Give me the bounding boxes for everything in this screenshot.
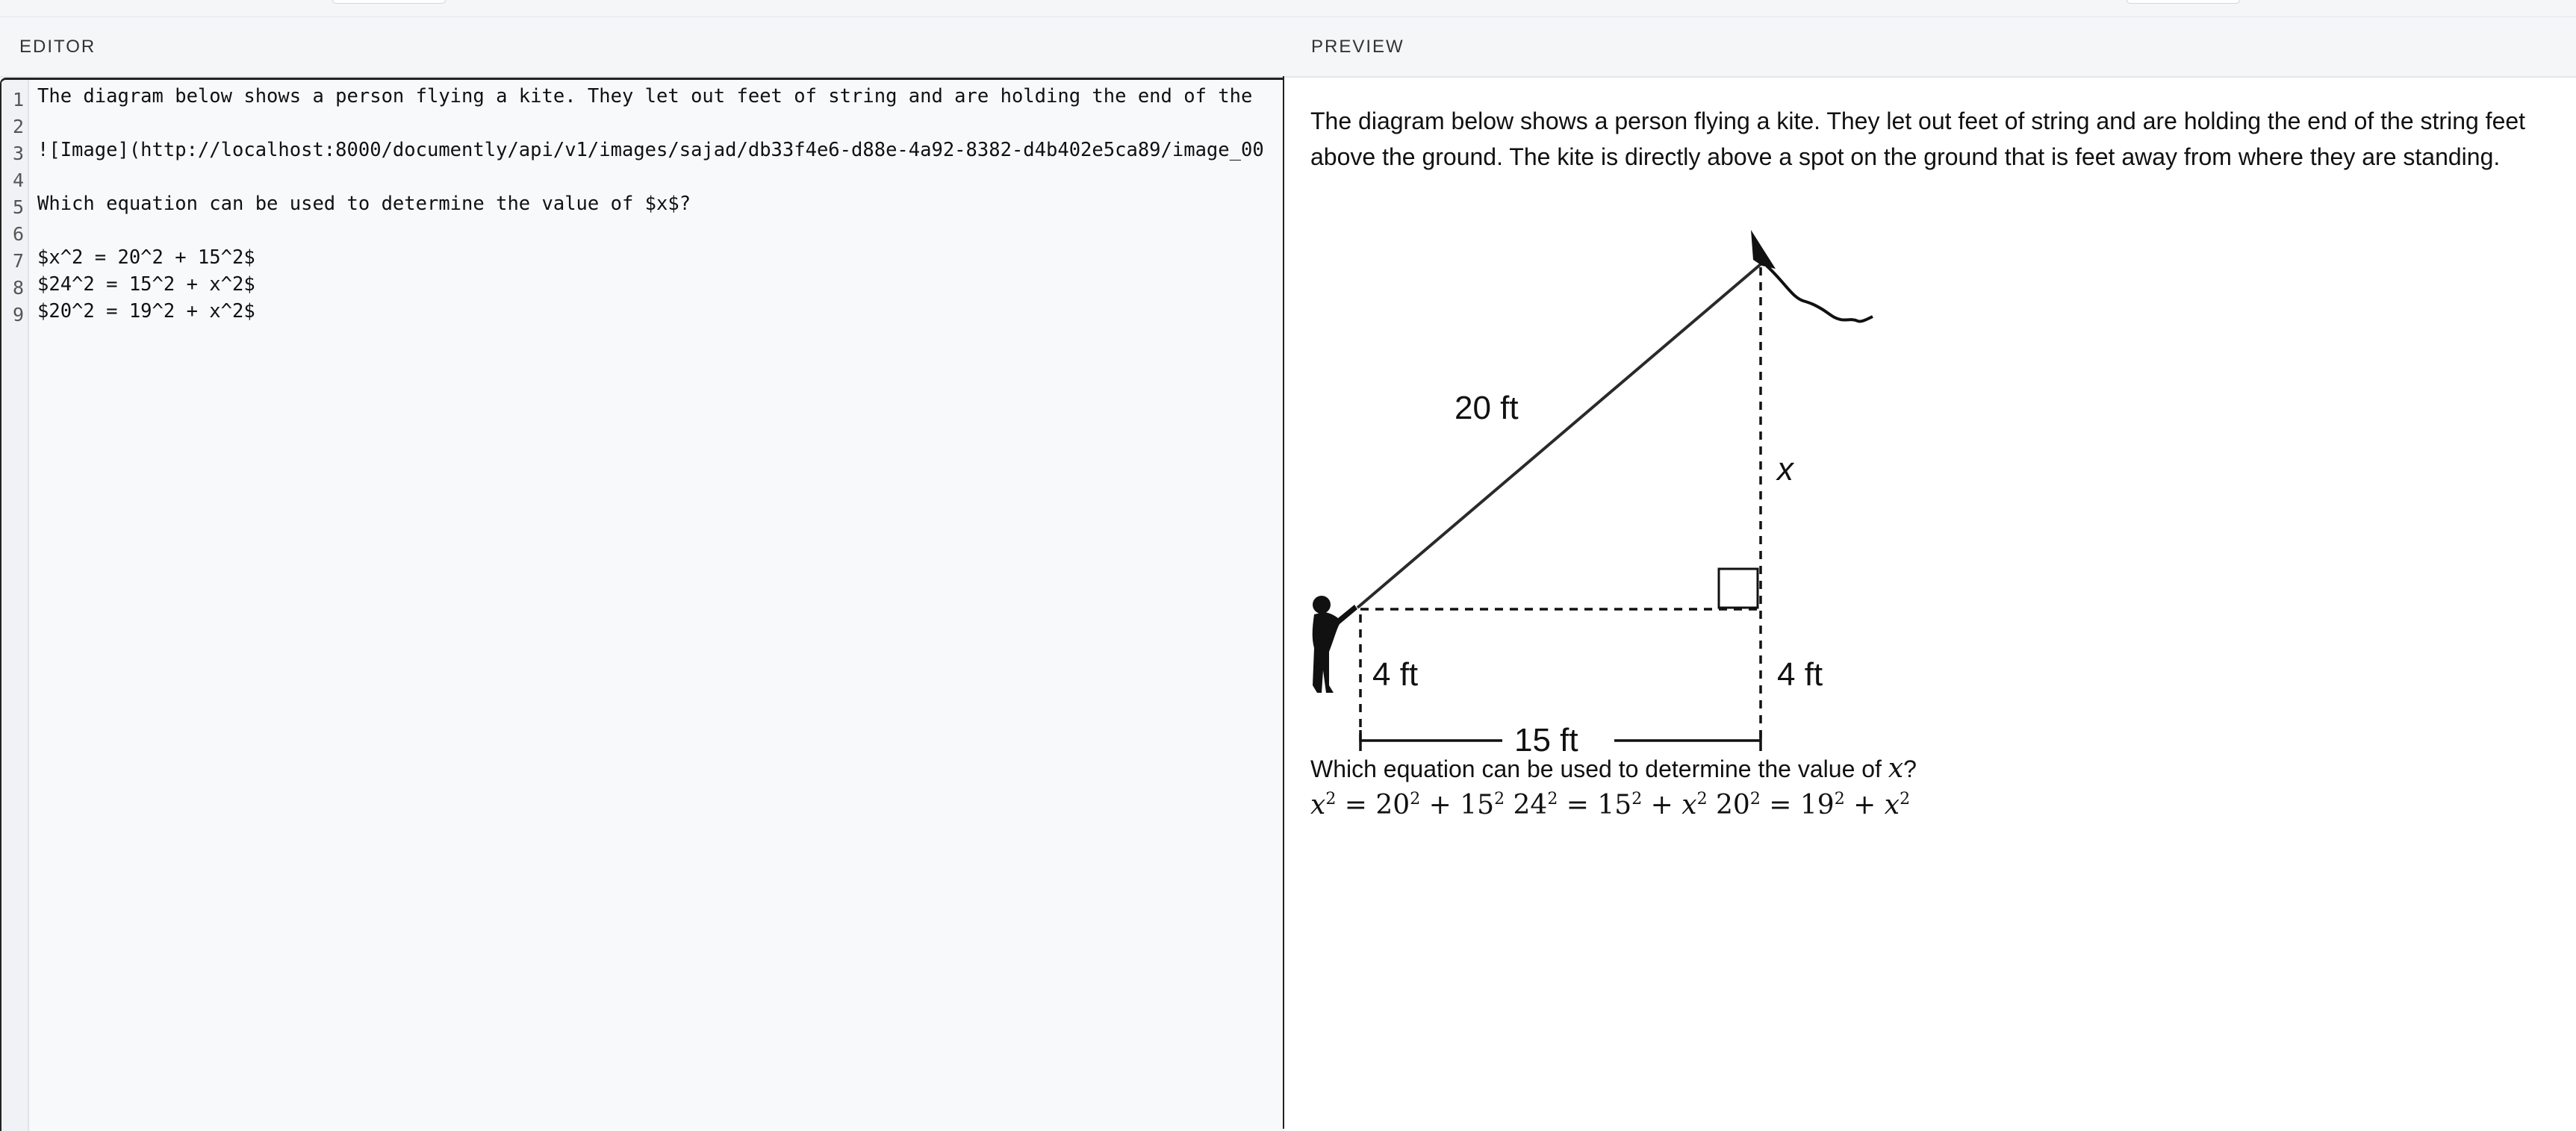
line-number: 1: [12, 89, 24, 110]
question-paragraph: The diagram below shows a person flying a kite. They let out feet of string and are holding the end of the string feet above the ground. The kite is directly above a spot on the ground that is feet away from where they are standing.: [1310, 108, 2526, 170]
string-length-label: 20 ft: [1455, 390, 1519, 426]
preview-header: [1284, 17, 2576, 78]
kite-diagram: [1307, 208, 1919, 760]
question-variable: x: [1888, 753, 1904, 784]
line-number: 4: [12, 169, 24, 191]
line-number: 3: [12, 143, 24, 164]
equation-option-2[interactable]: $24^2 = 15^2 + x^2$: [1513, 790, 1708, 820]
equation-option-1[interactable]: $x^2 = 20^2 + 15^2$: [1310, 790, 1505, 820]
right-height-label: 4 ft: [1777, 656, 1823, 693]
preview-content: [1310, 103, 2542, 175]
code-editor[interactable]: [0, 78, 1284, 1131]
height-x-label: x: [1777, 451, 1793, 487]
line-number: 2: [12, 116, 24, 137]
equation-option-3[interactable]: $20^2 = 19^2 + x^2$: [1716, 790, 1911, 820]
code-content[interactable]: [37, 80, 1264, 326]
question-mark: ?: [1903, 755, 1917, 782]
top-tab-handle-right[interactable]: [2127, 0, 2240, 4]
line-number-gutter: [1, 80, 29, 1131]
preview-pane: [1284, 17, 2576, 1129]
line-number: 6: [12, 223, 24, 245]
top-tab-handle-left[interactable]: [332, 0, 446, 4]
code-line[interactable]: ![Image](http://localhost:8000/documently/api/v1/images/sajad/db33f4e6-d88e-4a92-8382-d4b402e5ca89/image_00: [37, 139, 1264, 161]
top-strip: [0, 0, 2576, 17]
right-angle-marker: [1719, 569, 1758, 608]
code-line[interactable]: $24^2 = 15^2 + x^2$: [37, 273, 255, 296]
editor-header-label: EDITOR: [19, 36, 96, 57]
preview-header-label: PREVIEW: [1311, 36, 1404, 57]
code-line[interactable]: The diagram below shows a person flying a kite. They let out feet of string and are holding the end of the: [37, 85, 1253, 108]
person-silhouette: [1313, 596, 1357, 693]
line-number: 8: [12, 277, 24, 299]
equations-line: [1310, 786, 1910, 825]
code-line[interactable]: $x^2 = 20^2 + 15^2$: [37, 246, 255, 269]
person-height-label: 4 ft: [1372, 656, 1419, 693]
ground-distance-label: 15 ft: [1514, 722, 1578, 758]
kite-string-line: [1357, 264, 1761, 608]
kite-tail: [1767, 266, 1873, 322]
editor-pane: [0, 17, 1284, 1129]
line-number: 7: [12, 250, 24, 272]
line-number: 9: [12, 304, 24, 325]
question-text: Which equation can be used to determine the value of: [1310, 755, 1888, 782]
code-line[interactable]: $20^2 = 19^2 + x^2$: [37, 300, 255, 323]
editor-header: [0, 17, 1284, 78]
line-number: 5: [12, 196, 24, 218]
question-line: [1310, 751, 1917, 787]
code-line[interactable]: Which equation can be used to determine the value of $x$?: [37, 193, 691, 215]
kite-shape: [1751, 230, 1776, 269]
